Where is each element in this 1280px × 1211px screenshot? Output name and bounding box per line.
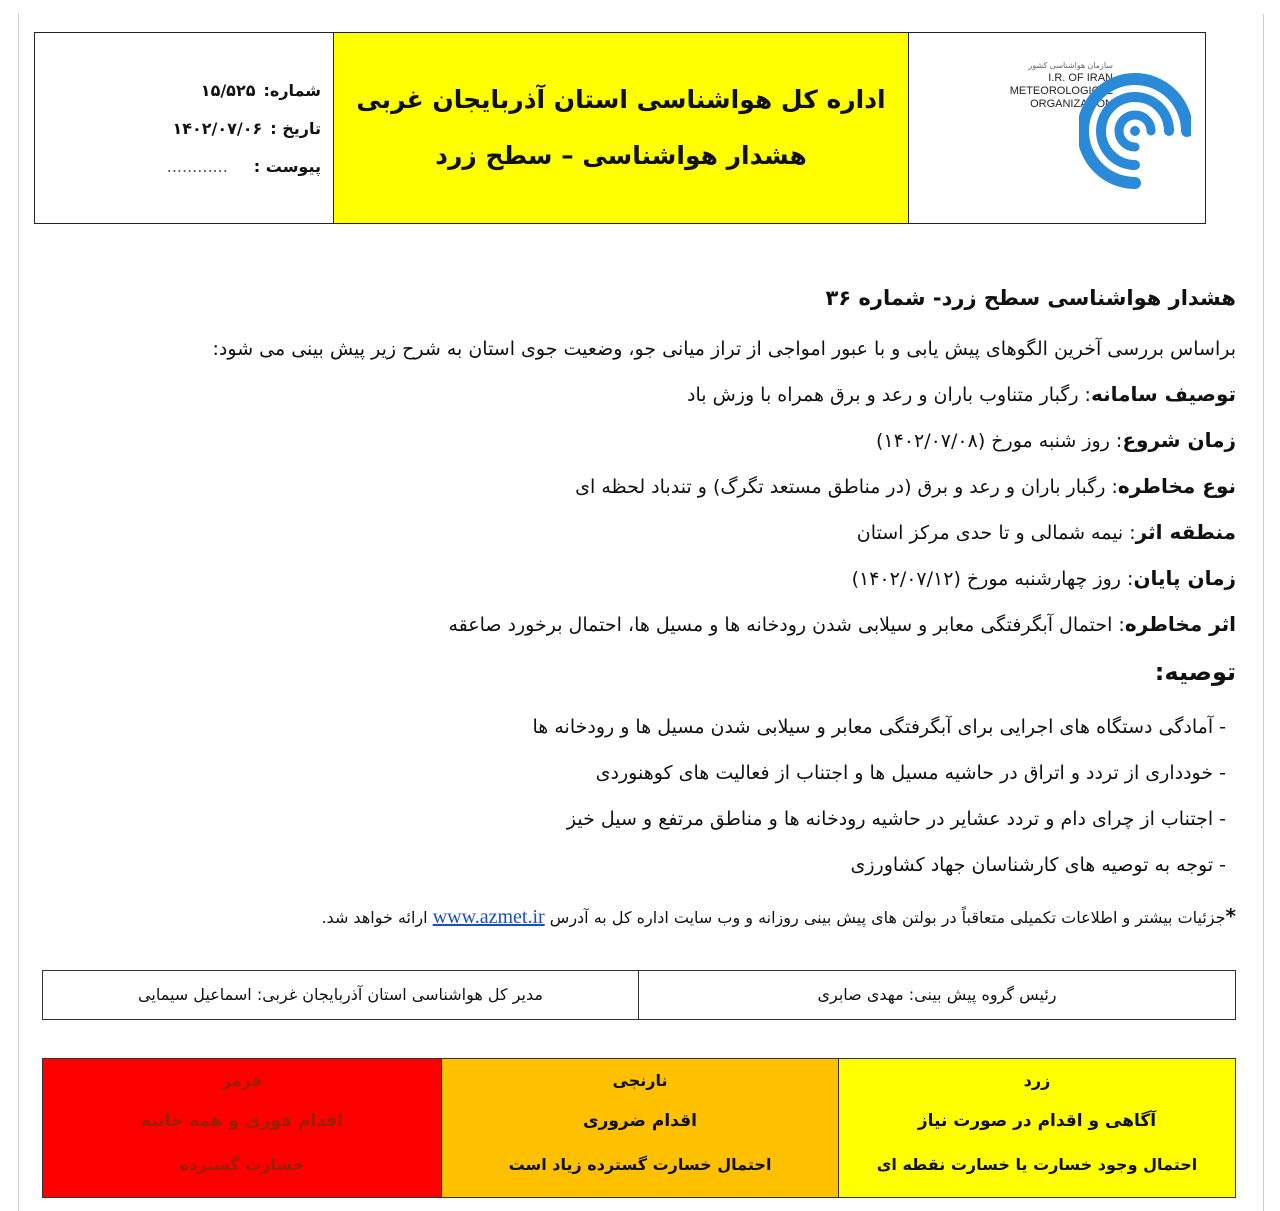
warning-level-title: هشدار هواشناسی – سطح زرد (435, 141, 807, 170)
recommendation-heading: توصیه: (1154, 658, 1236, 686)
title-box (333, 33, 909, 223)
legend-orange: نارنجی اقدام ضروری احتمال خسارت گسترده زیاد است (441, 1059, 839, 1197)
letter-attachment: پیوست :............ (166, 157, 321, 176)
warning-level-legend (42, 1058, 1236, 1198)
warning-title: هشدار هواشناسی سطح زرد- شماره ۳۶ (825, 286, 1236, 310)
logo-caption: سازمان هواشناسی کشور I.R. OF IRAN METEOROLOGICAL ORGANIZATION (1009, 61, 1113, 110)
recommendation-item: - اجتناب از چرای دام و تردد عشایر در حاشیه رودخانه ها و مناطق مرتفع و سیل خیز (566, 808, 1226, 830)
letter-number: شماره:۱۵/۵۲۵ (200, 81, 321, 100)
organization-title: اداره کل هواشناسی استان آذربایجان غربی (356, 85, 886, 114)
field-hazard-impact: اثر مخاطره: احتمال آبگرفتگی معابر و سیلابی شدن رودخانه ها و مسیل ها، احتمال برخورد صاعقه (448, 612, 1236, 636)
field-system-description: توصیف سامانه: رگبار متناوب باران و رعد و برق همراه با وزش باد (687, 382, 1236, 406)
meteorological-organization-logo-icon (1079, 61, 1191, 191)
forecast-group-head: رئیس گروه پیش بینی: مهدی صابری (817, 985, 1057, 1004)
signature-table (42, 970, 1236, 1020)
letter-date: تاریخ :۱۴۰۲/۰۷/۰۶ (172, 119, 321, 138)
legend-yellow: زرد آگاهی و اقدام در صورت نیاز احتمال وجود خسارت یا خسارت نقطه ای (839, 1059, 1235, 1197)
intro-paragraph: براساس بررسی آخرین الگوهای پیش یابی و با عبور امواجی از تراز میانی جو، وضعیت جوی استان به شرح زیر پیش بینی می شود: (212, 338, 1236, 360)
recommendation-item: - توجه به توصیه های کارشناسان جهاد کشاورزی (850, 854, 1226, 876)
recommendation-item: - خودداری از تردد و اتراق در حاشیه مسیل ها و اجتناب از فعالیت های کوهنوردی (595, 762, 1226, 784)
field-hazard-type: نوع مخاطره: رگبار باران و رعد و برق (در مناطق مستعد تگرگ) و تندباد لحظه ای (575, 474, 1236, 498)
field-end-time: زمان پایان: روز چهارشنبه مورخ (۱۴۰۲/۰۷/۱۲) (851, 566, 1236, 590)
general-director: مدیر کل هواشناسی استان آذربایجان غربی: اسماعیل سیمایی (43, 971, 639, 1019)
field-start-time: زمان شروع: روز شنبه مورخ (۱۴۰۲/۰۷/۰۸) (875, 428, 1236, 452)
azmet-website-link[interactable]: www.azmet.ir (432, 906, 545, 928)
letterhead (34, 32, 1206, 224)
recommendation-item: - آمادگی دستگاه های اجرایی برای آبگرفتگی معابر و سیلابی شدن مسیل ها و رودخانه ها (532, 716, 1226, 738)
more-info-note: *جزئیات بیشتر و اطلاعات تکمیلی متعاقباً در بولتن های پیش بینی روزانه و وب سایت اداره کل به آدرس www.azmet.ir ارائه خواهد شد. (321, 904, 1236, 928)
letter-meta (35, 33, 333, 223)
field-affected-area: منطقه اثر: نیمه شمالی و تا حدی مرکز استان (856, 520, 1236, 544)
legend-red: قرمز اقدام فوری و همه جانبه خسارت گسترده (43, 1059, 441, 1197)
logo-area (909, 33, 1205, 223)
